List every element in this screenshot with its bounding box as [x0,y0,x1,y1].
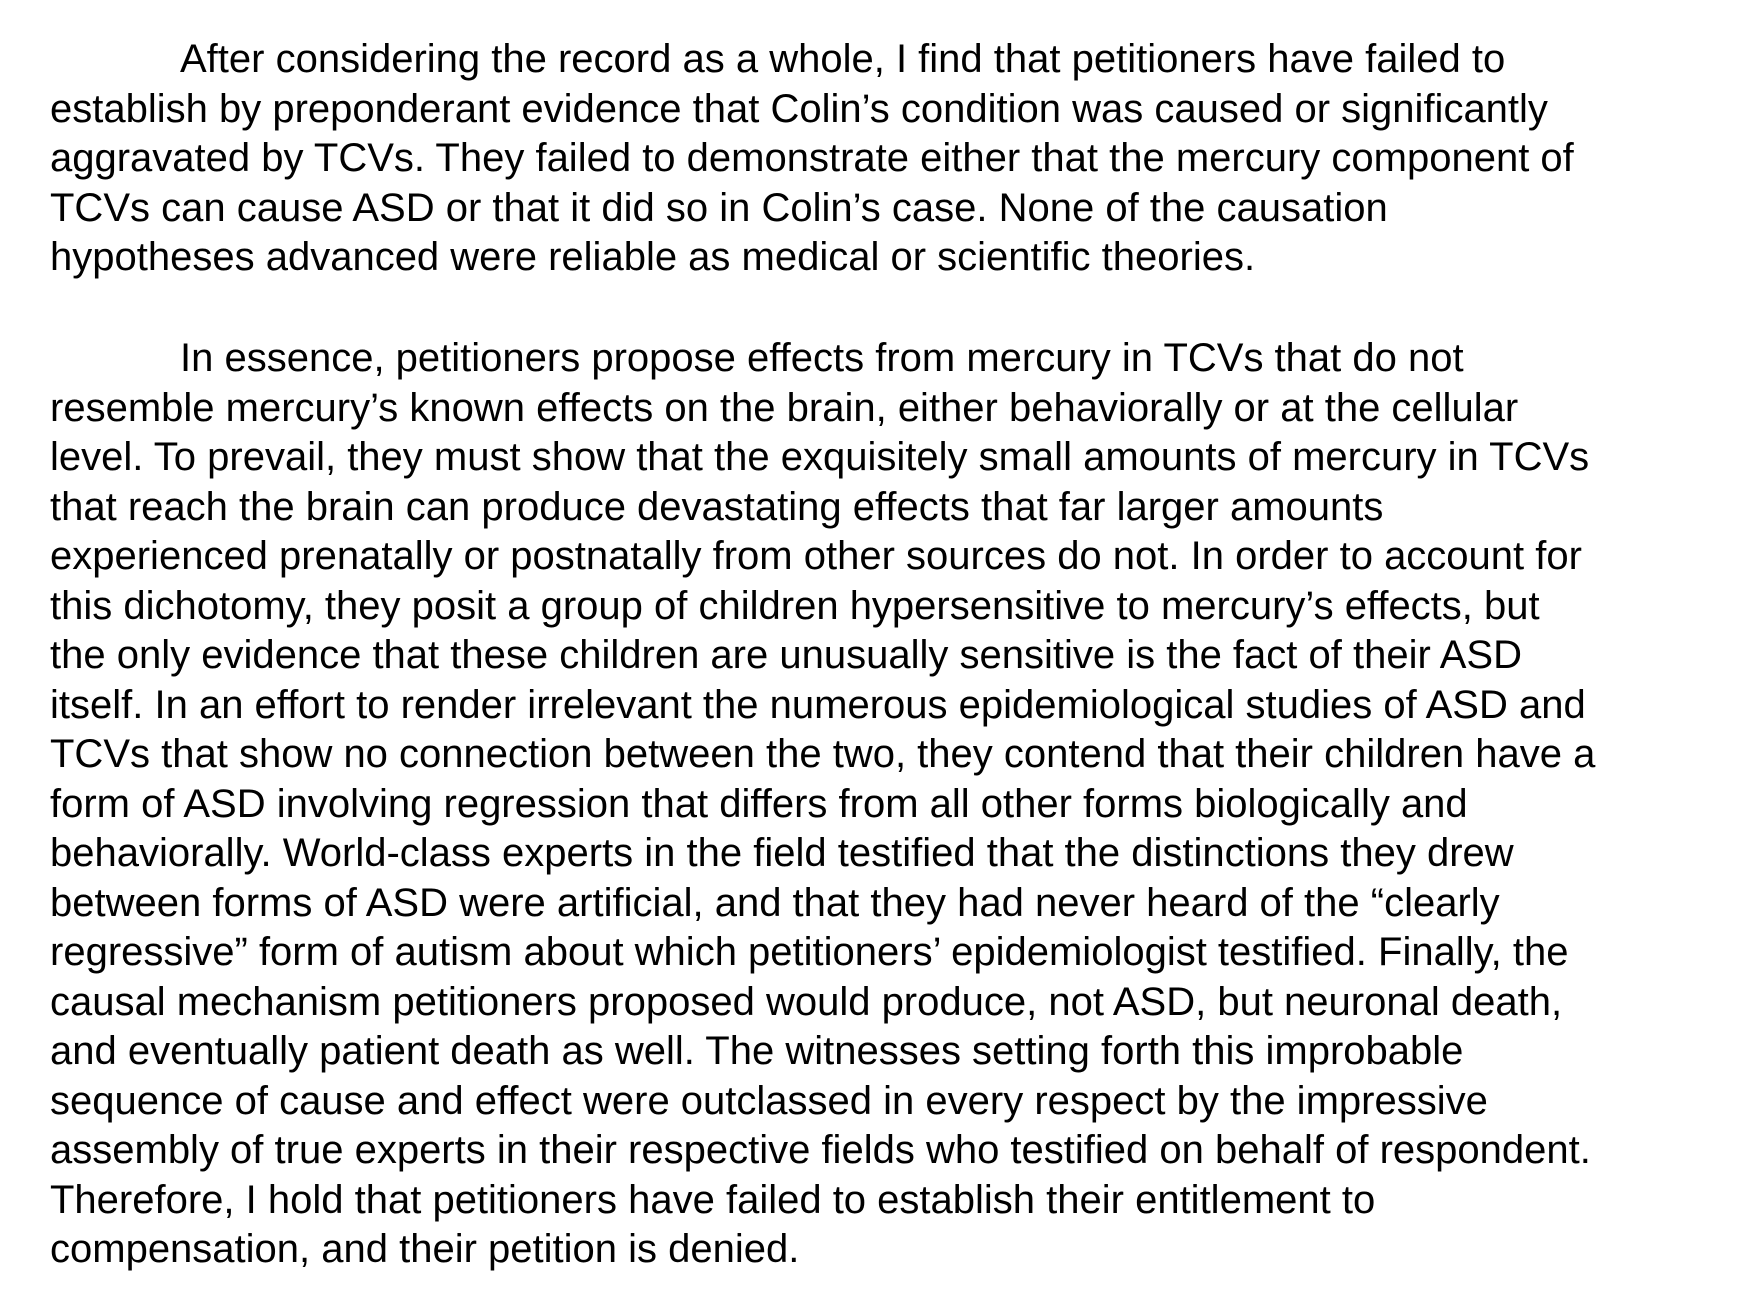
text-line: causal mechanism petitioners proposed would produce, not ASD, but neuronal death, [50,979,1563,1024]
text-line: form of ASD involving regression that differs from all other forms biologically and [50,781,1468,826]
paragraph-essence [50,334,1750,1275]
text-line: regressive” form of autism about which petitioners’ epidemiologist testified. Finally, the [50,930,1569,974]
text-line: the only evidence that these children are unusually sensitive is the fact of their ASD [50,633,1522,677]
text-line: establish by preponderant evidence that Colin’s condition was caused or significantly [50,86,1548,131]
text-line: TCVs can cause ASD or that it did so in Colin’s case. None of the causation [50,185,1388,230]
paragraph-conclusion [50,35,1750,283]
text-line: After considering the record as a whole, I find that petitioners have failed to [180,37,1506,81]
text-line: and eventually patient death as well. The witnesses setting forth this improbable [50,1029,1464,1073]
text-line: In essence, petitioners propose effects from mercury in TCVs that do not [180,336,1464,380]
text-line: resemble mercury’s known effects on the brain, either behaviorally or at the cellular [50,385,1519,430]
text-line: compensation, and their petition is denied. [50,1227,800,1271]
text-line: TCVs that show no connection between the two, they contend that their children have a [50,732,1596,776]
text-line: level. To prevail, they must show that the exquisitely small amounts of mercury in TCVs [50,435,1590,479]
text-line: hypotheses advanced were reliable as medical or scientific theories. [50,235,1256,279]
text-line: experienced prenatally or postnatally from other sources do not. In order to account for [50,534,1582,578]
text-line: assembly of true experts in their respective fields who testified on behalf of respondent. [50,1128,1591,1172]
text-line: itself. In an effort to render irrelevant the numerous epidemiological studies of ASD and [50,682,1586,727]
text-line: between forms of ASD were artificial, and that they had never heard of the “clearly [50,880,1500,925]
text-line: that reach the brain can produce devastating effects that far larger amounts [50,484,1384,529]
text-line: aggravated by TCVs. They failed to demonstrate either that the mercury component of [50,136,1574,180]
text-line: sequence of cause and effect were outclassed in every respect by the impressive [50,1078,1488,1123]
text-line: Therefore, I hold that petitioners have failed to establish their entitlement to [50,1177,1376,1222]
text-line: behaviorally. World-class experts in the field testified that the distinctions they drew [50,831,1514,875]
text-line: this dichotomy, they posit a group of children hypersensitive to mercury’s effects, but [50,583,1540,628]
